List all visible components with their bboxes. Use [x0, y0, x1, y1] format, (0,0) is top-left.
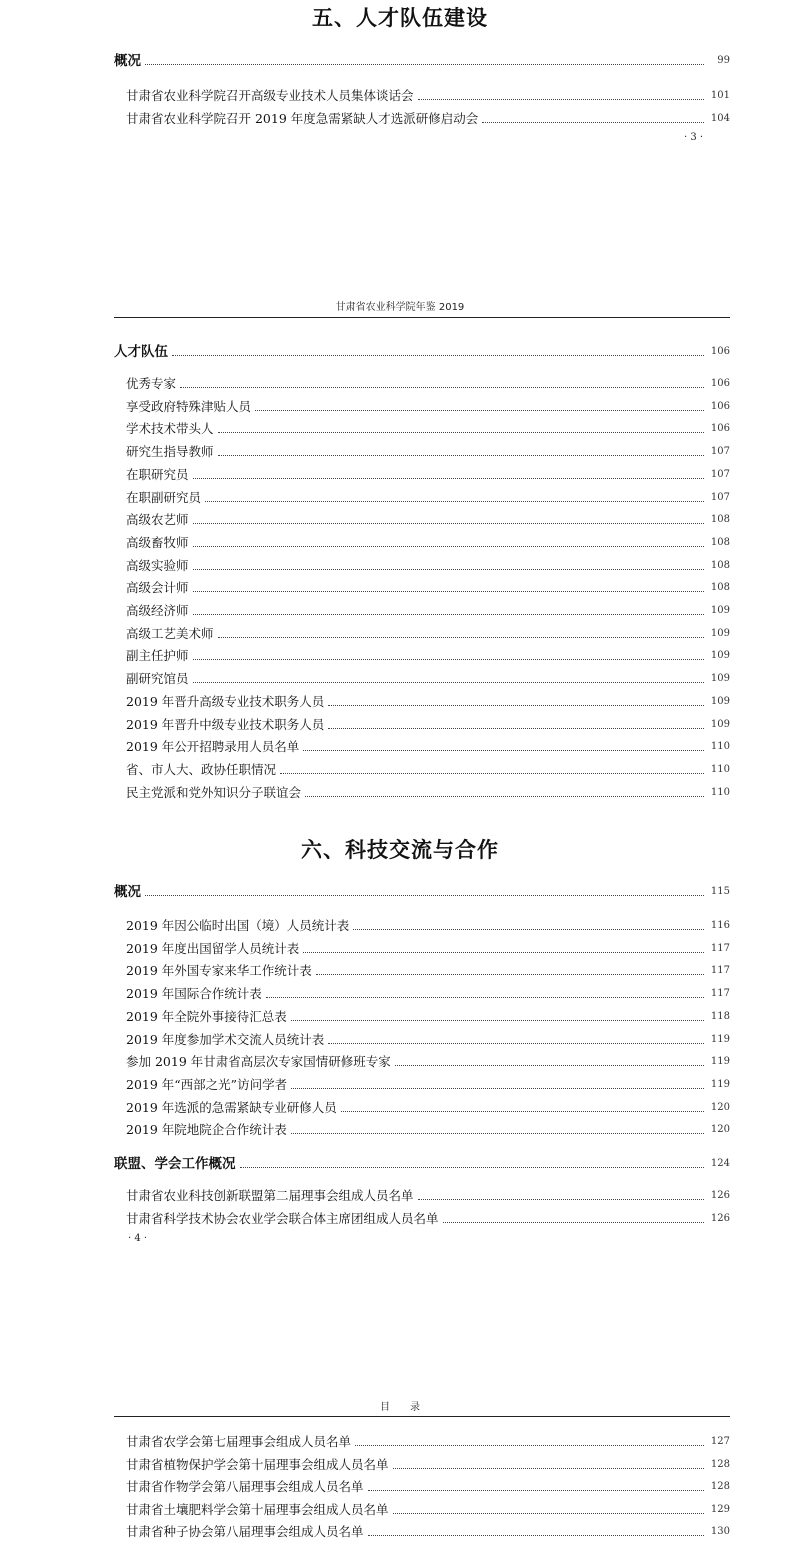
toc-entry-title: 2019 年晋升高级专业技术职务人员 — [126, 693, 325, 709]
toc-page-number: 126 — [710, 1213, 730, 1224]
toc-page-number: 106 — [710, 346, 730, 357]
toc-entry-title: 研究生指导教师 — [126, 444, 214, 460]
toc-page-number: 128 — [710, 1458, 730, 1470]
leader-dots — [291, 1020, 704, 1021]
toc-entry-title: 概况 — [114, 884, 141, 900]
toc-entry[interactable] — [0, 1500, 800, 1520]
leader-dots — [193, 591, 704, 592]
leader-dots — [418, 1199, 704, 1200]
toc-page-number: 120 — [710, 1124, 730, 1136]
toc-entry[interactable] — [0, 86, 800, 106]
leader-dots — [355, 1445, 704, 1446]
toc-entry[interactable] — [0, 961, 800, 981]
toc-entry[interactable] — [0, 556, 800, 576]
toc-entry-title: 参加 2019 年甘肃省高层次专家国情研修班专家 — [126, 1054, 391, 1070]
toc-entry-title: 学术技术带头人 — [126, 421, 214, 437]
toc-page-number: 117 — [710, 988, 730, 1000]
leader-dots — [266, 997, 704, 998]
toc-section-heading[interactable] — [0, 51, 800, 71]
toc-page-number: 118 — [710, 1010, 730, 1022]
header-rule — [114, 317, 730, 318]
toc-entry-title: 优秀专家 — [126, 376, 177, 391]
leader-dots — [193, 659, 704, 660]
toc-entry-title: 副研究馆员 — [126, 671, 189, 687]
toc-page-number: 127 — [710, 1436, 730, 1447]
toc-entry-title: 在职副研究员 — [126, 489, 202, 505]
leader-dots — [291, 1088, 704, 1089]
toc-entry[interactable] — [0, 109, 800, 129]
toc-entry-title: 人才队伍 — [114, 344, 168, 360]
toc-entry[interactable] — [0, 1455, 800, 1475]
toc-entry[interactable] — [0, 916, 800, 936]
toc-page-number: 126 — [710, 1190, 730, 1201]
leader-dots — [353, 929, 704, 930]
toc-page-number: 108 — [710, 514, 730, 526]
toc-entry[interactable] — [0, 488, 800, 508]
toc-page-number: 108 — [710, 536, 730, 548]
toc-page-number: 101 — [710, 90, 730, 101]
toc-entry-title: 2019 年度参加学术交流人员统计表 — [126, 1031, 325, 1047]
toc-entry-title: 2019 年公开招聘录用人员名单 — [126, 739, 300, 755]
toc-entry-title: 高级工艺美术师 — [126, 625, 214, 641]
toc-entry[interactable] — [0, 737, 800, 757]
toc-entry[interactable] — [0, 510, 800, 530]
leader-dots — [218, 432, 704, 433]
leader-dots — [368, 1535, 704, 1536]
toc-entry-title: 高级经济师 — [126, 603, 189, 618]
toc-entry-title: 甘肃省植物保护学会第十届理事会组成人员名单 — [126, 1456, 389, 1472]
toc-page-number: 106 — [710, 378, 730, 389]
leader-dots — [218, 455, 704, 456]
toc-entry-title: 在职研究员 — [126, 466, 189, 482]
leader-dots — [303, 750, 704, 751]
toc-entry-title: 甘肃省农学会第七届理事会组成人员名单 — [126, 1434, 352, 1449]
toc-entry[interactable] — [0, 1007, 800, 1027]
toc-page-number: 107 — [710, 446, 730, 458]
toc-entry-title: 甘肃省农业科学院召开 2019 年度急需紧缺人才选派研修启动会 — [126, 111, 479, 126]
toc-page-number: 107 — [710, 491, 730, 503]
toc-entry-title: 2019 年院地院企合作统计表 — [126, 1122, 287, 1138]
toc-entry-title: 甘肃省农业科学院召开高级专业技术人员集体谈话会 — [126, 88, 414, 103]
toc-page-number: 109 — [710, 650, 730, 662]
leader-dots — [328, 1043, 704, 1044]
toc-entry-title: 甘肃省种子协会第八届理事会组成人员名单 — [126, 1524, 364, 1539]
toc-entry-title: 2019 年晋升中级专业技术职务人员 — [126, 716, 325, 732]
toc-section-heading[interactable] — [0, 342, 800, 362]
running-header: 甘肃省农业科学院年鉴 2019 — [335, 302, 465, 313]
toc-page-number: 129 — [710, 1503, 730, 1515]
toc-page-number: 116 — [710, 920, 730, 931]
toc-entry[interactable] — [0, 1186, 800, 1206]
toc-entry-title: 高级实验师 — [126, 557, 189, 573]
toc-page-number: 119 — [710, 1056, 730, 1068]
toc-page-number: 108 — [710, 559, 730, 571]
toc-entry-title: 副主任护师 — [126, 648, 189, 664]
toc-entry[interactable] — [0, 669, 800, 689]
toc-entry-title: 享受政府特殊津贴人员 — [126, 398, 252, 414]
toc-page-number: 109 — [710, 695, 730, 707]
toc-entry-title: 概况 — [114, 53, 141, 69]
toc-page-number: 115 — [710, 886, 730, 897]
toc-entry[interactable] — [0, 783, 800, 803]
toc-entry-title: 甘肃省科学技术协会农业学会联合体主席团组成人员名单 — [126, 1211, 439, 1226]
toc-page-number: 106 — [710, 400, 730, 412]
toc-entry[interactable] — [0, 1209, 800, 1229]
toc-page-number: 109 — [710, 673, 730, 685]
leader-dots — [280, 773, 704, 774]
toc-entry[interactable] — [0, 624, 800, 644]
toc-page-number: 104 — [710, 113, 730, 124]
leader-dots — [395, 1065, 704, 1066]
leader-dots — [482, 122, 704, 123]
toc-entry-title: 民主党派和党外知识分子联谊会 — [126, 784, 302, 800]
section-title-5: 五、人才队伍建设 — [312, 5, 488, 30]
toc-entry[interactable] — [0, 419, 800, 439]
toc-page-number: 120 — [710, 1101, 730, 1113]
toc-page-number: 119 — [710, 1078, 730, 1090]
toc-entry[interactable] — [0, 465, 800, 485]
toc-entry[interactable] — [0, 1098, 800, 1118]
toc-entry-title: 甘肃省农业科技创新联盟第二届理事会组成人员名单 — [126, 1188, 414, 1203]
toc-entry-title: 2019 年度出国留学人员统计表 — [126, 940, 300, 956]
toc-entry-title: 2019 年全院外事接待汇总表 — [126, 1008, 287, 1024]
leader-dots — [193, 682, 704, 683]
leader-dots — [193, 614, 704, 615]
leader-dots — [316, 974, 704, 975]
toc-entry-title: 高级会计师 — [126, 580, 189, 596]
toc-entry[interactable] — [0, 715, 800, 735]
toc-entry[interactable] — [0, 533, 800, 553]
section-title-6: 六、科技交流与合作 — [301, 837, 499, 862]
toc-page-number: 117 — [710, 965, 730, 977]
toc-entry-title: 2019 年“西部之光”访问学者 — [126, 1076, 288, 1092]
leader-dots — [145, 895, 704, 896]
toc-entry-title: 2019 年外国专家来华工作统计表 — [126, 963, 312, 979]
toc-entry-title: 甘肃省作物学会第八届理事会组成人员名单 — [126, 1479, 364, 1494]
toc-entry[interactable] — [0, 939, 800, 959]
toc-page-number: 106 — [710, 423, 730, 435]
toc-page-number: 119 — [710, 1033, 730, 1045]
toc-entry[interactable] — [0, 1432, 800, 1452]
leader-dots — [193, 569, 704, 570]
toc-entry[interactable] — [0, 646, 800, 666]
leader-dots — [193, 523, 704, 524]
toc-page-number: 109 — [710, 718, 730, 730]
page-number: · 4 · — [128, 1233, 148, 1244]
toc-page-number: 107 — [710, 468, 730, 480]
leader-dots — [418, 99, 704, 100]
header-rule — [114, 1416, 730, 1417]
toc-entry-title: 甘肃省土壤肥料学会第十届理事会组成人员名单 — [126, 1501, 389, 1517]
toc-entry-title: 2019 年因公临时出国（境）人员统计表 — [126, 918, 350, 933]
toc-entry-title: 联盟、学会工作概况 — [114, 1156, 236, 1172]
leader-dots — [205, 501, 704, 502]
leader-dots — [305, 796, 704, 797]
toc-entry[interactable] — [0, 760, 800, 780]
toc-page-number: 110 — [710, 741, 730, 753]
toc-entry[interactable] — [0, 1052, 800, 1072]
toc-page-number: 124 — [710, 1158, 730, 1169]
leader-dots — [328, 728, 704, 729]
toc-entry-title: 高级畜牧师 — [126, 534, 189, 550]
toc-entry-title: 省、市人大、政协任职情况 — [126, 761, 277, 777]
toc-page-number: 110 — [710, 786, 730, 798]
leader-dots — [341, 1111, 704, 1112]
leader-dots — [218, 637, 704, 638]
toc-page-number: 99 — [717, 55, 730, 66]
toc-page-number: 109 — [710, 605, 730, 616]
leader-dots — [180, 387, 704, 388]
page-number: · 3 · — [684, 132, 704, 143]
leader-dots — [291, 1133, 704, 1134]
toc-entry[interactable] — [0, 984, 800, 1004]
toc-entry[interactable] — [0, 601, 800, 621]
toc-entry[interactable] — [0, 442, 800, 462]
toc-entry[interactable] — [0, 578, 800, 598]
leader-dots — [328, 705, 704, 706]
leader-dots — [172, 355, 704, 356]
leader-dots — [193, 546, 704, 547]
toc-entry-title: 2019 年选派的急需紧缺专业研修人员 — [126, 1099, 337, 1115]
toc-entry[interactable] — [0, 1477, 800, 1497]
toc-page-number: 128 — [710, 1481, 730, 1492]
toc-entry[interactable] — [0, 397, 800, 417]
toc-page-number: 130 — [710, 1526, 730, 1537]
toc-entry-title: 高级农艺师 — [126, 512, 189, 528]
leader-dots — [193, 478, 704, 479]
leader-dots — [145, 64, 704, 65]
toc-entry[interactable] — [0, 692, 800, 712]
running-header: 目 录 — [380, 1402, 420, 1413]
toc-section-heading[interactable] — [0, 882, 800, 902]
toc-page-number: 109 — [710, 627, 730, 639]
toc-entry-title: 2019 年国际合作统计表 — [126, 986, 262, 1002]
leader-dots — [255, 410, 704, 411]
leader-dots — [393, 1513, 704, 1514]
toc-entry[interactable] — [0, 1522, 800, 1542]
toc-page-number: 108 — [710, 582, 730, 594]
leader-dots — [368, 1490, 704, 1491]
toc-entry[interactable] — [0, 1030, 800, 1050]
leader-dots — [303, 952, 704, 953]
leader-dots — [393, 1468, 704, 1469]
leader-dots — [443, 1222, 704, 1223]
toc-page-number: 117 — [710, 942, 730, 954]
toc-entry[interactable] — [0, 1120, 800, 1140]
toc-entry[interactable] — [0, 374, 800, 394]
toc-entry[interactable] — [0, 1075, 800, 1095]
toc-page-number: 110 — [710, 763, 730, 775]
toc-section-heading[interactable] — [0, 1154, 800, 1174]
leader-dots — [240, 1167, 704, 1168]
